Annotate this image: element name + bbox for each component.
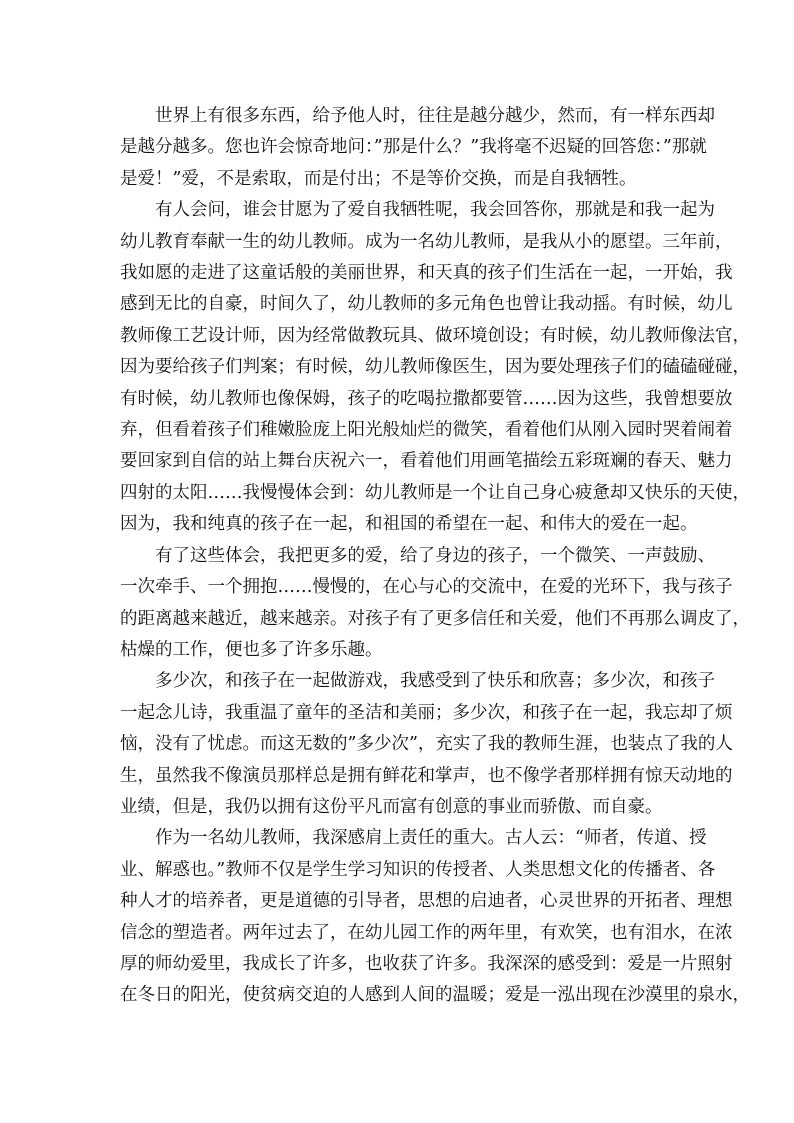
text-line: 枯燥的工作，便也多了许多乐趣。 bbox=[120, 639, 383, 660]
text-line: 厚的师幼爱里，我成长了许多，也收获了许多。我深深的感受到：爱是一片照射 bbox=[120, 953, 733, 974]
text-line: 要回家到自信的站上舞台庆祝六一，看着他们用画笔描绘五彩斑斓的春天、魅力 bbox=[120, 451, 733, 472]
text-line: 作为一名幼儿教师，我深感肩上责任的重大。古人云：“师者，传道、授 bbox=[120, 828, 707, 849]
text-line: 我如愿的走进了这童话般的美丽世界，和天真的孩子们生活在一起，一开始，我 bbox=[120, 263, 733, 284]
document-page bbox=[120, 101, 750, 1012]
text-line: 生，虽然我不像演员那样总是拥有鲜花和掌声，也不像学者那样拥有惊天动地的 bbox=[120, 765, 733, 786]
text-line: 是越分越多。您也许会惊奇地问：”那是什么？”我将毫不迟疑的回答您：”那就 bbox=[120, 137, 707, 158]
paragraph-4 bbox=[120, 666, 733, 823]
text-line: 世界上有很多东西，给予他人时，往往是越分越少，然而，有一样东西却 bbox=[120, 106, 715, 126]
text-line: 业、解惑也。”教师不仅是学生学习知识的传授者、人类思想文化的传播者、各 bbox=[120, 859, 716, 880]
text-line: 因为要给孩子们判案；有时候，幼儿教师像医生，因为要处理孩子们的磕磕碰碰， bbox=[120, 357, 750, 378]
text-line: 多少次，和孩子在一起做游戏，我感受到了快乐和欣喜；多少次，和孩子 bbox=[120, 671, 715, 692]
text-line: 弃，但看着孩子们稚嫩脸庞上阳光般灿烂的微笑，看着他们从刚入园时哭着闹着 bbox=[120, 420, 733, 441]
text-line: 是爱！”爱，不是索取，而是付出；不是等价交换，而是自我牺牲。 bbox=[120, 168, 637, 189]
text-line: 有了这些体会，我把更多的爱，给了身边的孩子，一个微笑、一声鼓励、 bbox=[120, 545, 715, 566]
text-line: 一起念儿诗，我重温了童年的圣洁和美丽；多少次，和孩子在一起，我忘却了烦 bbox=[120, 702, 733, 723]
text-line: 一次牵手、一个拥抱……慢慢的，在心与心的交流中，在爱的光环下，我与孩子 bbox=[120, 577, 733, 598]
text-line: 在冬日的阳光，使贫病交迫的人感到人间的温暖；爱是一泓出现在沙漠里的泉水， bbox=[120, 985, 750, 1006]
text-line: 感到无比的自豪，时间久了，幼儿教师的多元角色也曾让我动摇。有时候，幼儿 bbox=[120, 294, 733, 315]
paragraph-3 bbox=[120, 541, 750, 667]
text-line: 因为，我和纯真的孩子在一起，和祖国的希望在一起、和伟大的爱在一起。 bbox=[120, 514, 698, 535]
text-line: 信念的塑造者。两年过去了，在幼儿园工作的两年里，有欢笑，也有泪水，在浓 bbox=[120, 922, 733, 943]
text-line: 有时候，幼儿教师也像保姆，孩子的吃喝拉撒都要管……因为这些，我曾想要放 bbox=[120, 388, 733, 409]
paragraph-5 bbox=[120, 823, 750, 1011]
text-line: 有人会问，谁会甘愿为了爱自我牺牲呢，我会回答你，那就是和我一起为 bbox=[120, 200, 715, 221]
text-line: 四射的太阳……我慢慢体会到：幼儿教师是一个让自己身心疲惫却又快乐的天使， bbox=[120, 482, 750, 503]
text-line: 的距离越来越近，越来越亲。对孩子有了更多信任和关爱，他们不再那么调皮了， bbox=[120, 608, 750, 629]
text-line: 幼儿教育奉献一生的幼儿教师。成为一名幼儿教师，是我从小的愿望。三年前， bbox=[120, 231, 733, 252]
text-line: 业绩，但是，我仍以拥有这份平凡而富有创意的事业而骄傲、而自豪。 bbox=[120, 796, 663, 817]
text-line: 恼，没有了忧虑。而这无数的”多少次”，充实了我的教师生涯，也装点了我的人 bbox=[120, 734, 733, 755]
text-line: 种人才的培养者，更是道德的引导者，思想的启迪者，心灵世界的开拓者、理想 bbox=[120, 891, 733, 912]
paragraph-2 bbox=[120, 195, 750, 540]
text-line: 教师像工艺设计师，因为经常做教玩具、做环境创设；有时候，幼儿教师像法官， bbox=[120, 325, 750, 346]
paragraph-1 bbox=[120, 101, 715, 195]
